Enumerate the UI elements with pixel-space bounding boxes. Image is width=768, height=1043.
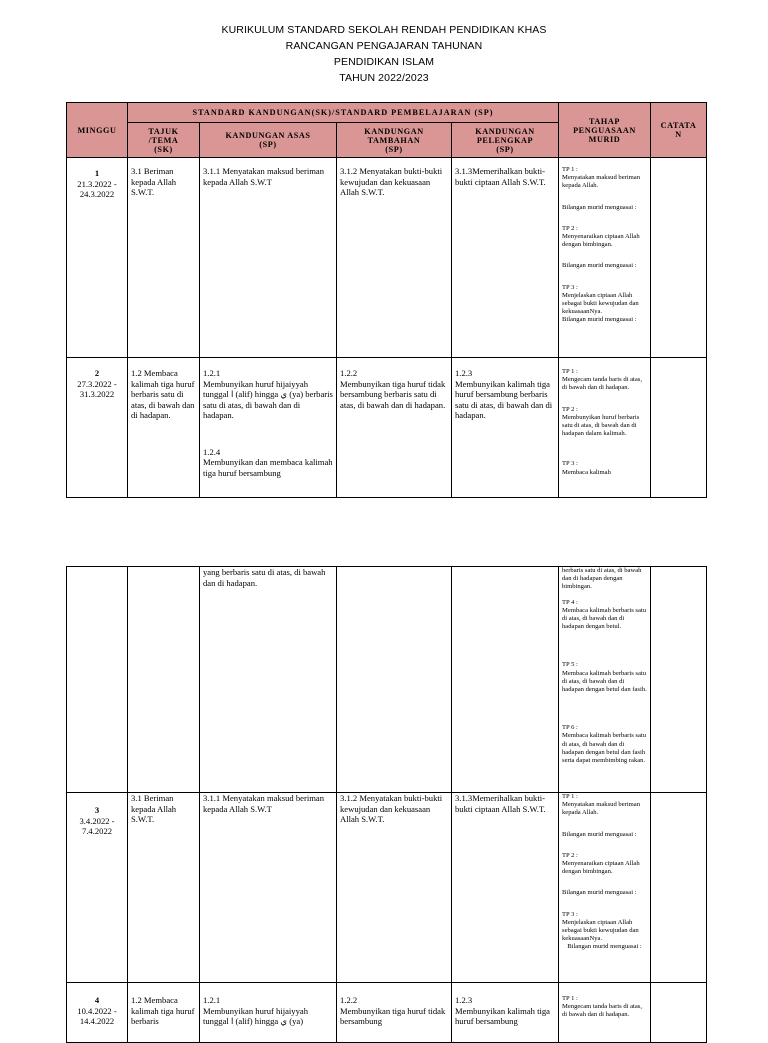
table-row: [67, 158, 707, 358]
header-year: TAHUN 2022/2023: [339, 72, 429, 84]
tahap-cell: TP 1 : Menyatakan maksud beriman kepada Allah. Bilangan murid menguasai : TP 2 : Menyenaraikan ciptaan Allah dengan bimbingan. Bilangan murid menguasai : TP 3 : Menjelaskan ciptaan Allah sebagai bukti kewujudan dan kekuasaanNya. Bilangan murid menguasai :: [559, 158, 651, 358]
col-header-pelengkap: KANDUNGAN PELENGKAP (SP): [452, 123, 559, 158]
tahap-cell: TP 1 : Mengecam tanda baris di atas, di bawah dan di hadapan.: [559, 983, 651, 1043]
col-header-tambahan: KANDUNGAN TAMBAHAN (SP): [337, 123, 452, 158]
tahap-cell: TP 1 : Mengecam tanda baris di atas, di bawah dan di hadapan. TP 2 : Membunyikan huruf berbaris satu di atas, di bawah dan di hadapan dalam kalimah. TP 3 : Membaca kalimah: [559, 358, 651, 498]
col-header-tajuk: TAJUK /TEMA (SK): [128, 123, 200, 158]
col-header-standard-group: STANDARD KANDUNGAN(SK)/STANDARD PEMBELAJARAN (SP): [128, 103, 559, 123]
tambahan-cell: 3.1.2 Menyatakan bukti-bukti kewujudan dan kekuasaan Allah S.W.T.: [337, 793, 452, 983]
pelengkap-cell: 1.2.3 Membunyikan kalimah tiga huruf bersambung berbaris satu di atas, di bawah dan di hadapan.: [452, 358, 559, 498]
tambahan-cell: 1.2.2 Membunyikan tiga huruf tidak bersambung: [337, 983, 452, 1043]
catatan-cell: [651, 158, 707, 358]
asas-cell: 1.2.1 Membunyikan huruf hijaiyyah tunggal ا (alif) hingga ي (ya): [200, 983, 337, 1043]
asas-cell: yang berbaris satu di atas, di bawah dan di hadapan.: [200, 567, 337, 793]
tambahan-cell: 1.2.2 Membunyikan tiga huruf tidak bersambung berbaris satu di atas, di bawah dan di hadapan.: [337, 358, 452, 498]
col-header-tahap: TAHAP PENGUASAAN MURID: [559, 103, 651, 158]
pelengkap-cell: 3.1.3Memerihalkan bukti-bukti ciptaan Allah S.W.T.: [452, 158, 559, 358]
header-subject: PENDIDIKAN ISLAM: [333, 56, 435, 68]
tajuk-cell: [128, 567, 200, 793]
asas-cell: 3.1.1 Menyatakan maksud beriman kepada Allah S.W.T: [200, 158, 337, 358]
table-row: [67, 567, 707, 793]
col-header-minggu: MINGGU: [67, 103, 128, 158]
asas-cell: 1.2.1 Membunyikan huruf hijaiyyah tunggal ا (alif) hingga ي (ya) berbaris satu di atas, di bawah dan di hadapan. 1.2.4 Membunyikan dan membaca kalimah tiga huruf bersambung: [200, 358, 337, 498]
document-header: [0, 22, 768, 86]
tahap-cell: TP 1 : Menyatakan maksud beriman kepada Allah. Bilangan murid menguasai : TP 2 : Menyenaraikan ciptaan Allah dengan bimbingan. Bilangan murid menguasai : TP 3 : Menjelaskan ciptaan Allah sebagai bukti kewujudan dan kekuasaanNya. Bilangan murid menguasai :: [559, 793, 651, 983]
pelengkap-cell: 3.1.3Memerihalkan bukti-bukti ciptaan Allah S.W.T.: [452, 793, 559, 983]
tambahan-cell: 3.1.2 Menyatakan bukti-bukti kewujudan dan kekuasaan Allah S.W.T.: [337, 158, 452, 358]
week-cell: 2 27.3.2022 - 31.3.2022: [67, 358, 128, 498]
tambahan-cell: [337, 567, 452, 793]
tajuk-cell: 3.1 Beriman kepada Allah S.W.T.: [128, 158, 200, 358]
week-cell: [67, 567, 128, 793]
header-plan-title: RANCANGAN PENGAJARAN TAHUNAN: [285, 40, 483, 52]
rpt-table-page-2: [66, 566, 707, 1043]
table-row: [67, 358, 707, 498]
col-header-catatan: CATATA N: [651, 103, 707, 158]
week-cell: 4 10.4.2022 - 14.4.2022: [67, 983, 128, 1043]
asas-cell: 3.1.1 Menyatakan maksud beriman kepada Allah S.W.T: [200, 793, 337, 983]
week-cell: 1 21.3.2022 - 24.3.2022: [67, 158, 128, 358]
tajuk-cell: 1.2 Membaca kalimah tiga huruf berbaris satu di atas, di bawah dan di hadapan.: [128, 358, 200, 498]
catatan-cell: [651, 793, 707, 983]
col-header-asas: KANDUNGAN ASAS (SP): [200, 123, 337, 158]
tajuk-cell: 3.1 Beriman kepada Allah S.W.T.: [128, 793, 200, 983]
header-curriculum: KURIKULUM STANDARD SEKOLAH RENDAH PENDIDIKAN KHAS: [221, 24, 547, 36]
catatan-cell: [651, 567, 707, 793]
tajuk-cell: 1.2 Membaca kalimah tiga huruf berbaris: [128, 983, 200, 1043]
week-cell: 3 3.4.2022 - 7.4.2022: [67, 793, 128, 983]
pelengkap-cell: [452, 567, 559, 793]
table-row: [67, 793, 707, 983]
catatan-cell: [651, 358, 707, 498]
tahap-cell: berbaris satu di atas, di bawah dan di hadapan dengan bimbingan. TP 4 : Membaca kalimah berbaris satu di atas, di bawah dan di hadapan dengan betul. TP 5 : Membaca kalimah berbaris satu di atas, di bawah dan di hadapan dengan betul dan fasih. TP 6 : Membaca kalimah berbaris satu di atas, di bawah dan di hadapan dengan betul dan fasih serta dapat membimbing rakan.: [559, 567, 651, 793]
table-row: [67, 983, 707, 1043]
pelengkap-cell: 1.2.3 Membunyikan kalimah tiga huruf bersambung: [452, 983, 559, 1043]
catatan-cell: [651, 983, 707, 1043]
rpt-table-page-1: [66, 102, 707, 498]
